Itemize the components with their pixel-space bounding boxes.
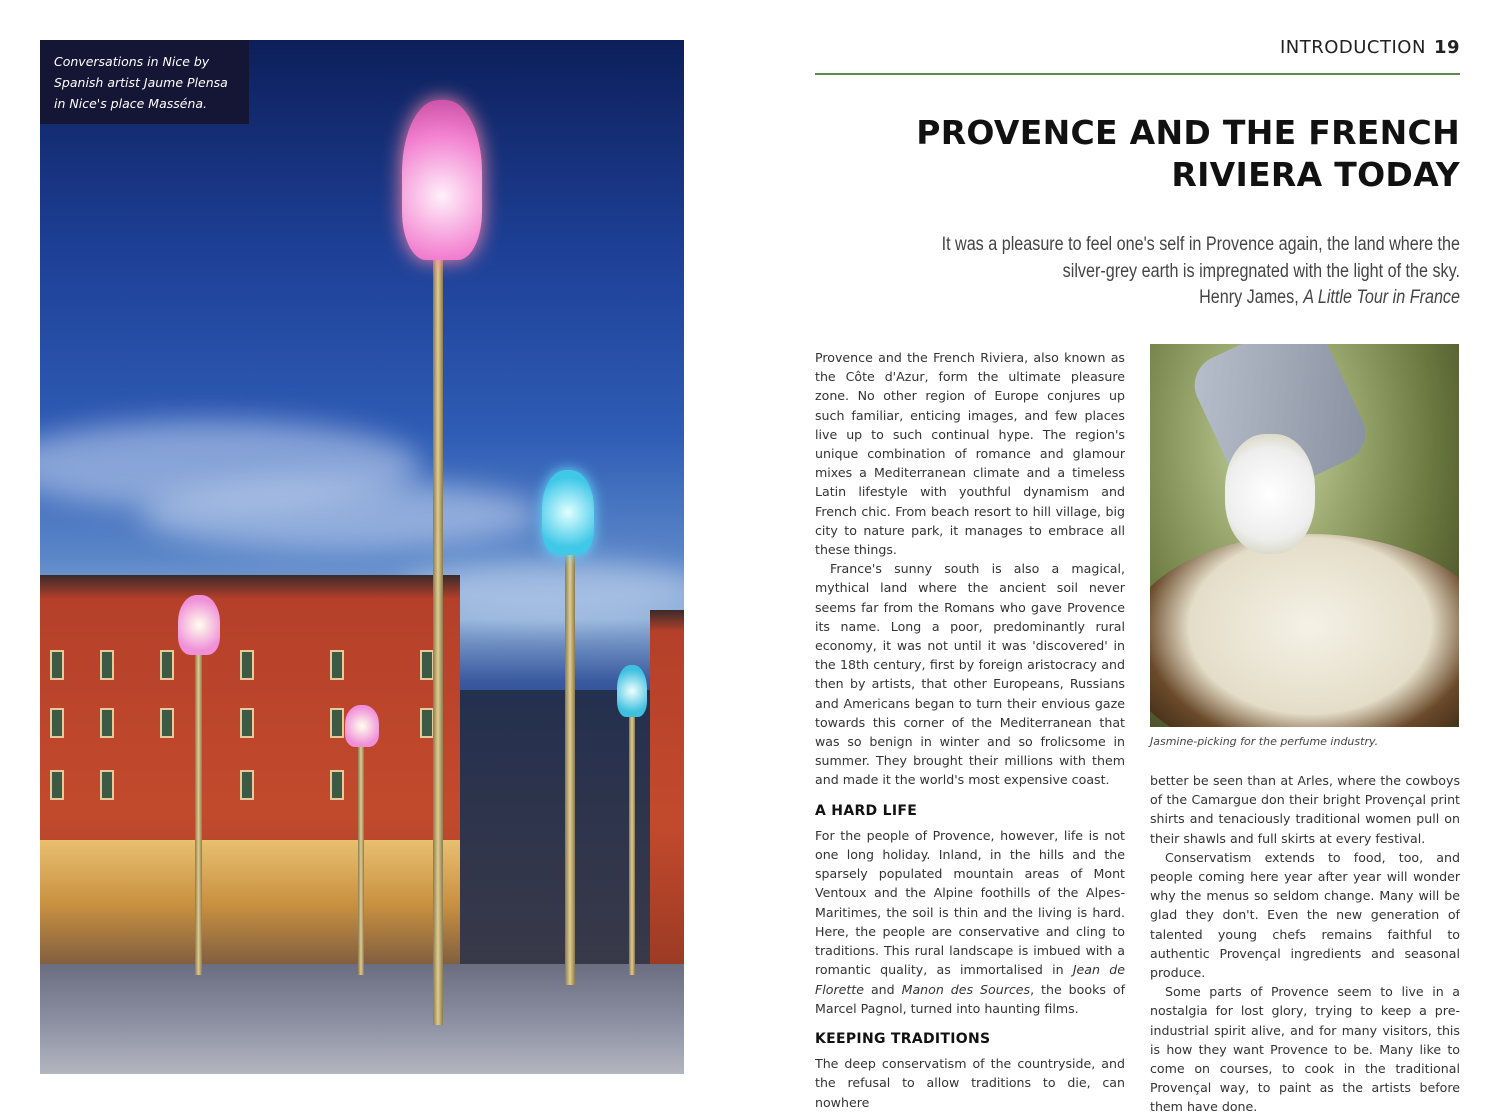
jasmine-photo [1150,344,1459,727]
epigraph-author: Henry James, [1199,287,1299,308]
epigraph-text: It was a pleasure to feel one's self in Provence again, the land where the silver-grey earth is impregnated with the light of the sky. [941,234,1460,282]
inset-caption: Jasmine-picking for the perfume industry. [1150,735,1379,748]
column-2 [1150,771,1460,1117]
column-1 [815,348,1125,1112]
paragraph: Provence and the French Riviera, also known as the Côte d'Azur, form the ultimate pleasure zone. No other region of Europe conjures up such familiar, enticing images, and few places live up to such continual hype. The region's unique combination of romance and glamour mixes a Mediterranean climate and a timeless Latin lifestyle with youthful dynamism and French chic. From beach resort to hill village, big city to nature park, it manages to embrace all these things. [815,350,1125,558]
epigraph [933,232,1460,312]
section-name: INTRODUCTION [1279,37,1426,58]
photo-caption: Conversations in Nice by Spanish artist Jaume Plensa in Nice's place Masséna. [40,40,249,124]
running-head [1280,37,1460,58]
book-title: Jean de Florette [815,962,1125,997]
paragraph: The deep conservatism of the countryside, and the refusal to allow traditions to die, can nowhere [815,1056,1125,1110]
epigraph-work: A Little Tour in France [1303,287,1460,308]
section-heading: KEEPING TRADITIONS [815,1030,991,1047]
text: , the books of Marcel Pagnol, turned into haunting films. [815,981,1125,1016]
paragraph: Some parts of Provence seem to live in a nostalgia for lost glory, trying to keep a pre-industrial spirit alive, and for many visitors, this is how they want Provence to be. Many like to come on courses, to cook in the traditional Provençal way, to paint as the artists before them have done. [1150,984,1460,1115]
page-title: PROVENCE AND THE FRENCH RIVIERA TODAY [916,113,1460,194]
paragraph [815,826,1125,1018]
paragraph: better be seen than at Arles, where the cowboys of the Camargue don their bright Provençal print shirts and tenaciously traditional women pull on their shawls and full skirts at every festival. [1150,773,1460,846]
page-number: 19 [1433,37,1460,58]
paragraph: Conservatism extends to food, too, and people coming here year after year will wonder why the menus so seldom change. Many will be glad they don't. Even the new generation of talented young chefs remains faithful to authentic Provençal ingredients and seasonal produce. [1150,849,1460,981]
paragraph: France's sunny south is also a magical, mythical land where the ancient soil never seems far from the Romans who gave Provence its name. Long a poor, predominantly rural economy, it was not until it was 'discovered' in the 18th century, first by foreign aristocracy and then by artists, that other Europeans, Russians and Americans began to turn their envious gaze towards this corner of the Mediterranean that was so benign in winter and so frolicsome in summer. They brought their millions with them and made it the world's most expensive coast. [815,561,1125,788]
text: and [864,981,902,997]
section-heading: A HARD LIFE [815,802,918,819]
book-title: Manon des Sources [901,981,1031,997]
header-rule [815,73,1460,75]
place-massena-photo [40,40,684,1074]
text: For the people of Provence, however, life is not one long holiday. Inland, in the hills and the sparsely populated mountain areas of Mont Ventoux and the Alpine foothills of the Alpes-Maritimes, the soil is thin and the living is hard. Here, the people are conservative and cling to traditions. This rural landscape is imbued with a romantic quality, as immortalised in [815,827,1125,978]
